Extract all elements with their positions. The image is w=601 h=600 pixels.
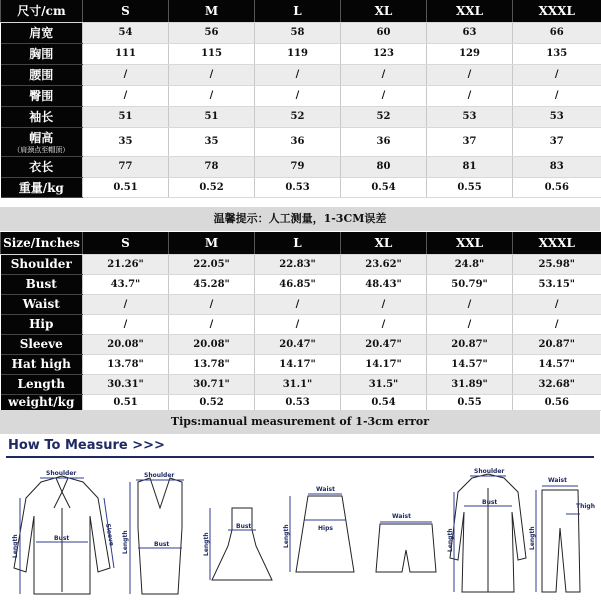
length-label: Length	[203, 532, 210, 556]
table-cell: 31.89"	[427, 374, 513, 394]
unit-header: Size/Inches	[1, 232, 83, 254]
table-cell: 20.47"	[255, 334, 341, 354]
length-label: Length	[122, 530, 129, 554]
table-cell: /	[513, 314, 601, 334]
waist-label: Waist	[548, 477, 567, 484]
shoulder-label: Shoulder	[144, 472, 175, 479]
tank-top-diagram	[120, 468, 200, 598]
table-row	[1, 294, 601, 314]
table-row	[1, 43, 601, 64]
table-cell: /	[427, 64, 513, 85]
row-label-text: 袖长	[29, 110, 54, 124]
table-cell: 129	[427, 43, 513, 64]
table-cell: 23.62"	[341, 254, 427, 274]
table-row	[1, 254, 601, 274]
table-cell: 77	[83, 156, 169, 177]
sleeve-label: Sleeve	[104, 523, 115, 547]
row-label	[1, 374, 83, 394]
row-label	[1, 64, 83, 85]
coat-diagram	[448, 468, 528, 598]
table-cell: 0.56	[513, 394, 601, 410]
table-cell: 0.53	[255, 177, 341, 197]
table-cell: 123	[341, 43, 427, 64]
table-row	[1, 64, 601, 85]
size-header: M	[169, 232, 255, 254]
table-cell: /	[427, 314, 513, 334]
how-to-measure-title: How To Measure >>>	[8, 438, 165, 453]
table-cell: 58	[255, 22, 341, 43]
row-label-text: 腰围	[29, 68, 54, 82]
size-header: XXL	[427, 0, 513, 22]
table-row	[1, 314, 601, 334]
table-cell: 31.5"	[341, 374, 427, 394]
row-label-text: Length	[17, 377, 65, 391]
skirt-diagram	[284, 468, 364, 598]
table-cell: 0.55	[427, 177, 513, 197]
table-cell: /	[341, 314, 427, 334]
table-cell: 20.87"	[427, 334, 513, 354]
table-cell: 20.87"	[513, 334, 601, 354]
row-label-text: 衣长	[29, 160, 54, 174]
table-cell: 51	[83, 106, 169, 127]
row-label-text: Waist	[22, 297, 60, 311]
table-cell: 35	[83, 127, 169, 156]
header-row	[1, 232, 601, 254]
row-sublabel: （肩颈点至帽顶）	[13, 146, 70, 154]
shirt-diagram	[6, 468, 118, 598]
table-cell: 13.78"	[169, 354, 255, 374]
table-cell: 0.53	[255, 394, 341, 410]
table-cell: 48.43"	[341, 274, 427, 294]
table-cell: 0.52	[169, 394, 255, 410]
table-cell: /	[255, 85, 341, 106]
table-cell: 66	[513, 22, 601, 43]
table-cell: 53	[427, 106, 513, 127]
table-row	[1, 106, 601, 127]
table-cell: 14.17"	[341, 354, 427, 374]
table-cell: /	[169, 64, 255, 85]
row-label-text: Bust	[25, 277, 57, 291]
table-cell: 36	[341, 127, 427, 156]
bust-label: Bust	[482, 499, 498, 506]
hips-label: Hips	[318, 525, 333, 532]
section-divider	[6, 456, 594, 458]
thigh-label: Thigh	[576, 503, 595, 510]
row-label	[1, 354, 83, 374]
table-row	[1, 354, 601, 374]
table-row	[1, 156, 601, 177]
size-table-inches	[0, 232, 601, 411]
row-label-text: 肩宽	[29, 26, 54, 40]
table-cell: 14.57"	[427, 354, 513, 374]
table-cell: 43.7"	[83, 274, 169, 294]
table-cell: 13.78"	[83, 354, 169, 374]
row-label	[1, 394, 83, 410]
size-header: S	[83, 232, 169, 254]
table-cell: 46.85"	[255, 274, 341, 294]
table-cell: 119	[255, 43, 341, 64]
dress-diagram	[202, 468, 282, 598]
bust-label: Bust	[154, 541, 170, 548]
table-cell: 14.17"	[255, 354, 341, 374]
table-cell: 79	[255, 156, 341, 177]
bust-label: Bust	[236, 523, 252, 530]
table-cell: 0.54	[341, 177, 427, 197]
table-cell: 51	[169, 106, 255, 127]
length-label: Length	[12, 534, 19, 558]
table-cell: 22.83"	[255, 254, 341, 274]
size-table-cm	[0, 0, 601, 198]
table-cell: /	[341, 294, 427, 314]
table-cell: 0.55	[427, 394, 513, 410]
row-label-text: 臀围	[29, 89, 54, 103]
table-cell: 53.15"	[513, 274, 601, 294]
size-header: XL	[341, 232, 427, 254]
row-label	[1, 177, 83, 197]
table-cell: 0.51	[83, 394, 169, 410]
table-cell: 52	[341, 106, 427, 127]
table-cell: 30.31"	[83, 374, 169, 394]
table-cell: 111	[83, 43, 169, 64]
table-cell: /	[255, 64, 341, 85]
table-cell: 81	[427, 156, 513, 177]
table-cell: 83	[513, 156, 601, 177]
table-cell: /	[169, 85, 255, 106]
table-cell: 53	[513, 106, 601, 127]
table-cell: 135	[513, 43, 601, 64]
row-label	[1, 334, 83, 354]
table-cell: /	[169, 294, 255, 314]
size-header: XXL	[427, 232, 513, 254]
table-cell: 32.68"	[513, 374, 601, 394]
trousers-diagram	[530, 468, 598, 598]
size-header: L	[255, 232, 341, 254]
table-cell: /	[513, 64, 601, 85]
row-label	[1, 254, 83, 274]
table-row	[1, 22, 601, 43]
table-row	[1, 274, 601, 294]
table-cell: 0.54	[341, 394, 427, 410]
table-cell: 30.71"	[169, 374, 255, 394]
table-cell: /	[341, 85, 427, 106]
row-label	[1, 294, 83, 314]
table-cell: /	[255, 314, 341, 334]
unit-header: 尺寸/cm	[1, 0, 83, 22]
table-cell: /	[341, 64, 427, 85]
size-header: XXXL	[513, 232, 601, 254]
size-header: XL	[341, 0, 427, 22]
table-cell: 50.79"	[427, 274, 513, 294]
table-cell: 56	[169, 22, 255, 43]
table-cell: 20.08"	[169, 334, 255, 354]
tip-cn: 温馨提示：人工测量，1-3CM误差	[0, 207, 600, 231]
table-cell: /	[513, 294, 601, 314]
table-cell: /	[169, 314, 255, 334]
shoulder-label: Shoulder	[474, 468, 505, 475]
bust-label: Bust	[54, 535, 70, 542]
row-label-text: 重量/kg	[18, 180, 64, 195]
row-label-text: Hat high	[11, 357, 71, 371]
table-cell: 25.98"	[513, 254, 601, 274]
shorts-diagram	[366, 468, 446, 598]
row-label	[1, 43, 83, 64]
table-cell: 52	[255, 106, 341, 127]
row-label	[1, 127, 83, 156]
table-cell: 115	[169, 43, 255, 64]
row-label	[1, 85, 83, 106]
table-cell: /	[83, 64, 169, 85]
table-cell: 31.1"	[255, 374, 341, 394]
table-row	[1, 127, 601, 156]
row-label-text: Sleeve	[19, 337, 63, 351]
table-cell: /	[427, 294, 513, 314]
table-cell: /	[255, 294, 341, 314]
table-cell: 20.47"	[341, 334, 427, 354]
length-label: Length	[447, 528, 454, 552]
table-cell: 21.26"	[83, 254, 169, 274]
table-cell: 0.51	[83, 177, 169, 197]
how-to-measure-section	[0, 436, 600, 600]
table-row	[1, 374, 601, 394]
table-cell: 45.28"	[169, 274, 255, 294]
header-row	[1, 0, 601, 22]
table-cell: /	[83, 314, 169, 334]
table-cell: /	[513, 85, 601, 106]
table-cell: /	[83, 85, 169, 106]
waist-label: Waist	[392, 513, 411, 520]
table-row	[1, 85, 601, 106]
row-label-text: 胸围	[29, 47, 54, 61]
table-cell: /	[427, 85, 513, 106]
tip-en: Tips:manual measurement of 1-3cm error	[0, 410, 600, 434]
row-label-text: Shoulder	[10, 257, 72, 271]
size-header: M	[169, 0, 255, 22]
table-row	[1, 334, 601, 354]
table-cell: 78	[169, 156, 255, 177]
table-cell: 37	[427, 127, 513, 156]
table-cell: 14.57"	[513, 354, 601, 374]
row-label-text: 帽高	[29, 131, 54, 145]
table-cell: 0.56	[513, 177, 601, 197]
shoulder-label: Shoulder	[46, 470, 77, 477]
table-row	[1, 177, 601, 197]
row-label-text: weight/kg	[8, 395, 75, 409]
size-header: L	[255, 0, 341, 22]
table-cell: 0.52	[169, 177, 255, 197]
table-row	[1, 394, 601, 410]
table-cell: 36	[255, 127, 341, 156]
length-label: Length	[529, 526, 536, 550]
table-cell: 63	[427, 22, 513, 43]
row-label	[1, 106, 83, 127]
row-label	[1, 274, 83, 294]
table-cell: 60	[341, 22, 427, 43]
row-label	[1, 156, 83, 177]
length-label: Length	[283, 524, 290, 548]
waist-label: Waist	[316, 486, 335, 493]
table-cell: /	[83, 294, 169, 314]
table-cell: 37	[513, 127, 601, 156]
table-cell: 20.08"	[83, 334, 169, 354]
size-header: XXXL	[513, 0, 601, 22]
row-label	[1, 314, 83, 334]
size-header: S	[83, 0, 169, 22]
table-cell: 22.05"	[169, 254, 255, 274]
table-cell: 35	[169, 127, 255, 156]
row-label	[1, 22, 83, 43]
table-cell: 24.8"	[427, 254, 513, 274]
table-cell: 80	[341, 156, 427, 177]
row-label-text: Hip	[29, 317, 54, 331]
table-cell: 54	[83, 22, 169, 43]
